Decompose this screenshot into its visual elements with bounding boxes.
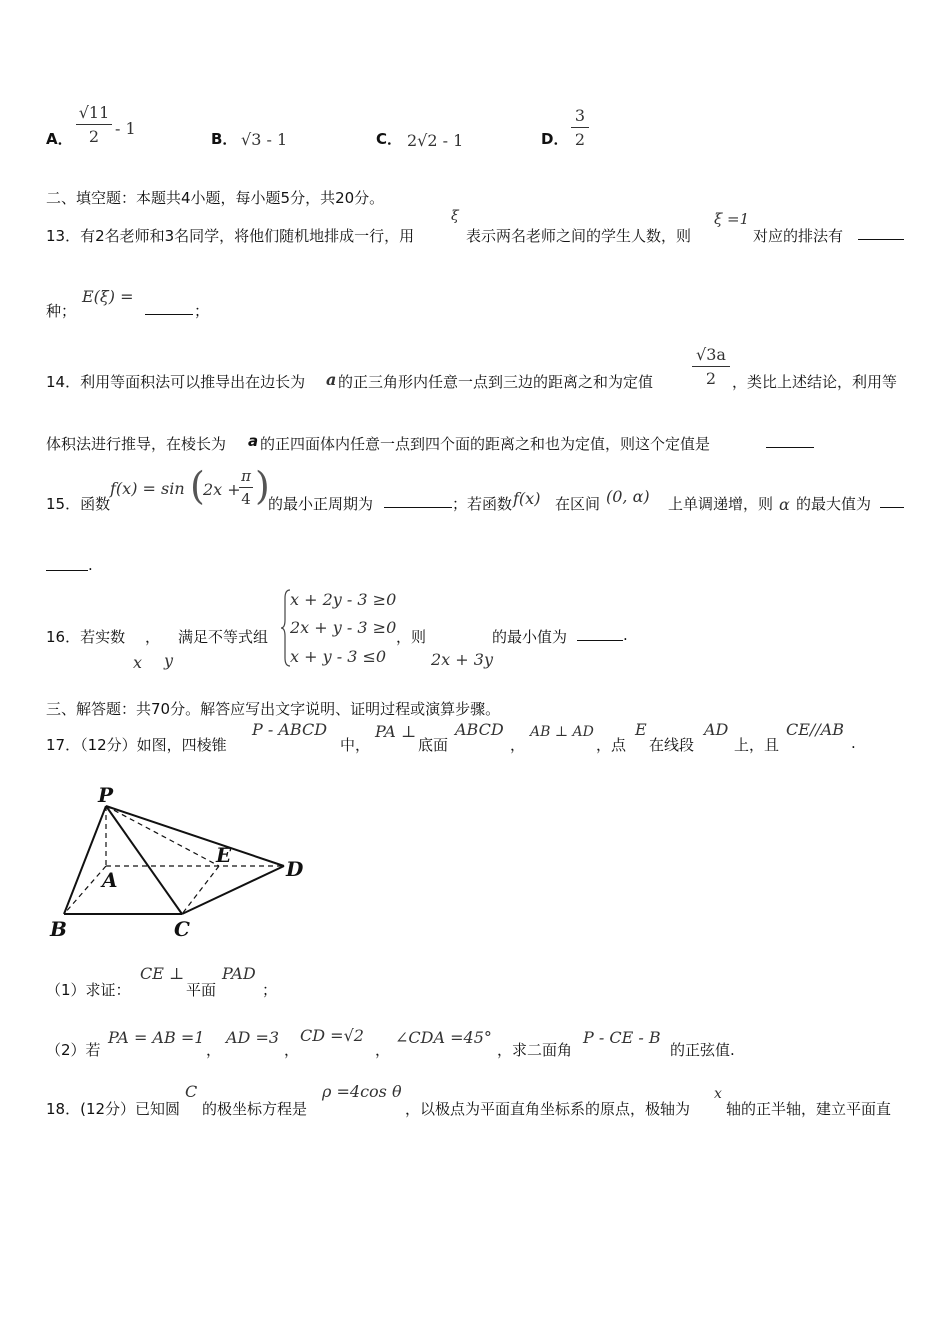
q17-part2-comma3: ， — [375, 1041, 391, 1059]
q17-e: E — [635, 720, 647, 739]
label-a: A — [102, 868, 118, 892]
q18-c: C — [185, 1082, 198, 1101]
q13-expectation: E(ξ) = — [82, 287, 134, 306]
q14-a-symbol: a — [326, 370, 337, 389]
q16-end: . — [623, 626, 628, 644]
q15-fx: f(x) — [513, 489, 541, 508]
q15-arg: 2x + — [203, 480, 241, 499]
label-c: C — [174, 917, 190, 941]
q18-x: x — [714, 1086, 722, 1102]
q15-text-a: 的最小正周期为 — [268, 495, 374, 513]
q17-t5: 在线段 — [649, 736, 695, 754]
option-b-label: B． — [211, 130, 238, 148]
q17-part1-lead: （1）求证： — [46, 981, 131, 999]
q13-blank-1[interactable] — [858, 225, 904, 240]
q14-frac-num: √3a — [696, 345, 726, 364]
q16-y: y — [164, 651, 174, 670]
label-b: B — [50, 917, 67, 941]
q14-a-symbol-2: a — [248, 432, 259, 450]
q16-ineq-2: 2x + y - 3 ≥0 — [290, 618, 397, 637]
edge-pd — [106, 806, 284, 866]
edge-cd — [182, 866, 284, 914]
q13-text-end: ； — [194, 302, 210, 320]
q15-paren-left: ( — [190, 464, 205, 508]
edge-pc — [106, 806, 182, 914]
section-2-heading: 二、填空题：本题共4小题，每小题5分，共20分。 — [46, 189, 385, 207]
q17-t6: 上，且 — [734, 736, 780, 754]
q16-text-a: 满足不等式组 — [178, 628, 269, 646]
q13-text-d: 种； — [46, 302, 77, 320]
q16-text-c: 的最小值为 — [492, 628, 568, 646]
q14-text-b: 的正三角形内任意一点到三边的距离之和为定值 — [338, 373, 654, 391]
q15-lead: 15．函数 — [46, 495, 111, 513]
q17-part1-pad: PAD — [222, 964, 256, 983]
q17-part1-ce: CE ⊥ — [140, 964, 185, 983]
q17-lead: 17．（12分）如图，四棱锥 — [46, 736, 227, 754]
q17-part2-eq1: PA = AB =1 — [108, 1028, 205, 1047]
q17-t1: 中， — [340, 736, 371, 754]
option-a-fraction — [76, 103, 112, 146]
edge-ce — [182, 866, 219, 914]
q17-part2-text: ，求二面角 — [497, 1041, 573, 1059]
q15-blank-2b[interactable] — [46, 556, 88, 571]
q15-func: f(x) = sin — [110, 479, 185, 498]
q14-text-e: 的正四面体内任意一点到四个面的距离之和也为定值，则这个定值是 — [260, 435, 711, 453]
q14-text-a: 14．利用等面积法可以推导出在边长为 — [46, 373, 306, 391]
q16-blank[interactable] — [577, 626, 623, 641]
q14-blank[interactable] — [766, 433, 814, 448]
q14-text-c: ，类比上述结论，利用等 — [732, 373, 898, 391]
q17-t2: 底面 — [418, 736, 449, 754]
option-d-fraction — [571, 106, 589, 149]
label-p: P — [98, 783, 114, 807]
q17-t7: . — [851, 734, 856, 752]
q16-target: 2x + 3y — [431, 650, 493, 669]
q16-comma: ， — [145, 628, 161, 646]
q18-equation: ρ =4cos θ — [322, 1082, 402, 1101]
q13-xi: ξ — [451, 208, 459, 224]
q17-part2-eq4: ∠CDA =45° — [395, 1028, 492, 1047]
q18-t1: 的极坐标方程是 — [202, 1100, 308, 1118]
q18-lead: 18．(12分）已知圆 — [46, 1100, 181, 1118]
q15-alpha: α — [779, 495, 790, 514]
q18-t2: ，以极点为平面直角坐标系的原点，极轴为 — [405, 1100, 691, 1118]
q17-part2-eq3: CD =√2 — [300, 1026, 364, 1045]
q17-part2-end: 的正弦值. — [670, 1041, 735, 1059]
q15-four: 4 — [241, 490, 251, 508]
q14-frac-den: 2 — [705, 369, 717, 388]
q15-pi-fraction — [239, 467, 253, 508]
q16-ineq-1: x + 2y - 3 ≥0 — [290, 590, 397, 609]
q13-text-a: 13．有2名老师和3名同学，将他们随机地排成一行，用 — [46, 227, 415, 245]
q15-blank-2a[interactable] — [880, 493, 904, 508]
q17-part1-end: ； — [262, 981, 278, 999]
q13-xi-eq: ξ =1 — [714, 210, 750, 228]
q17-pa-perp: PA ⊥ — [375, 722, 416, 741]
q17-ab-perp-ad: AB ⊥ AD — [530, 724, 594, 740]
q13-blank-2[interactable] — [145, 300, 193, 315]
edge-pe — [106, 806, 219, 866]
option-a-tail: - 1 — [115, 119, 136, 138]
option-a-denominator: 2 — [88, 127, 100, 146]
option-d-label: D． — [541, 130, 569, 148]
q17-part2-angle: P - CE - B — [583, 1028, 661, 1047]
q17-pyramid: P - ABCD — [252, 720, 328, 739]
q15-text-b: ；若函数 — [452, 495, 513, 513]
q17-pyramid-figure — [44, 780, 324, 950]
q15-text-c: 在区间 — [555, 495, 601, 513]
option-c-label: C． — [376, 130, 403, 148]
edge-pb — [64, 806, 106, 914]
q17-t3: ， — [510, 736, 526, 754]
label-d: D — [286, 857, 304, 881]
label-e: E — [216, 843, 232, 867]
option-d-numerator: 3 — [574, 106, 586, 125]
q13-text-b: 表示两名老师之间的学生人数，则 — [466, 227, 692, 245]
q17-part2-lead: （2）若 — [46, 1041, 101, 1059]
option-d-denominator: 2 — [574, 130, 586, 149]
q15-pi: π — [241, 467, 251, 485]
q15-end: . — [88, 556, 93, 574]
q17-t4: ，点 — [596, 736, 627, 754]
q15-interval: (0, α) — [606, 487, 650, 506]
q14-fraction — [692, 345, 730, 388]
q16-x: x — [133, 653, 143, 672]
q17-part2-comma2: ， — [284, 1041, 300, 1059]
q15-paren-right: ) — [255, 464, 270, 508]
q17-base: ABCD — [455, 720, 504, 739]
q17-ad: AD — [704, 720, 729, 739]
option-a-label: A． — [46, 130, 73, 148]
q16-text-b: ，则 — [396, 628, 427, 646]
q17-ce-parallel: CE//AB — [786, 720, 845, 739]
q15-text-e: 的最大值为 — [796, 495, 872, 513]
q15-text-d: 上单调递增，则 — [668, 495, 774, 513]
q18-t3: 轴的正半轴，建立平面直 — [726, 1100, 892, 1118]
q16-ineq-3: x + y - 3 ≤0 — [290, 647, 387, 666]
q13-text-c: 对应的排法有 — [753, 227, 844, 245]
q14-text-d: 体积法进行推导，在棱长为 — [46, 435, 227, 453]
q17-part2-comma1: ， — [206, 1041, 222, 1059]
q17-part2-eq2: AD =3 — [226, 1028, 280, 1047]
section-3-heading: 三、解答题：共70分。解答应写出文字说明、证明过程或演算步骤。 — [46, 700, 501, 718]
option-b-expr: √3 - 1 — [241, 130, 288, 149]
option-c-expr: 2√2 - 1 — [407, 131, 464, 150]
edge-ab — [64, 866, 106, 914]
option-a-numerator: √11 — [78, 103, 110, 122]
q16-lead: 16．若实数 — [46, 628, 126, 646]
q17-part1-plane: 平面 — [186, 981, 217, 999]
q15-blank-1[interactable] — [384, 493, 452, 508]
